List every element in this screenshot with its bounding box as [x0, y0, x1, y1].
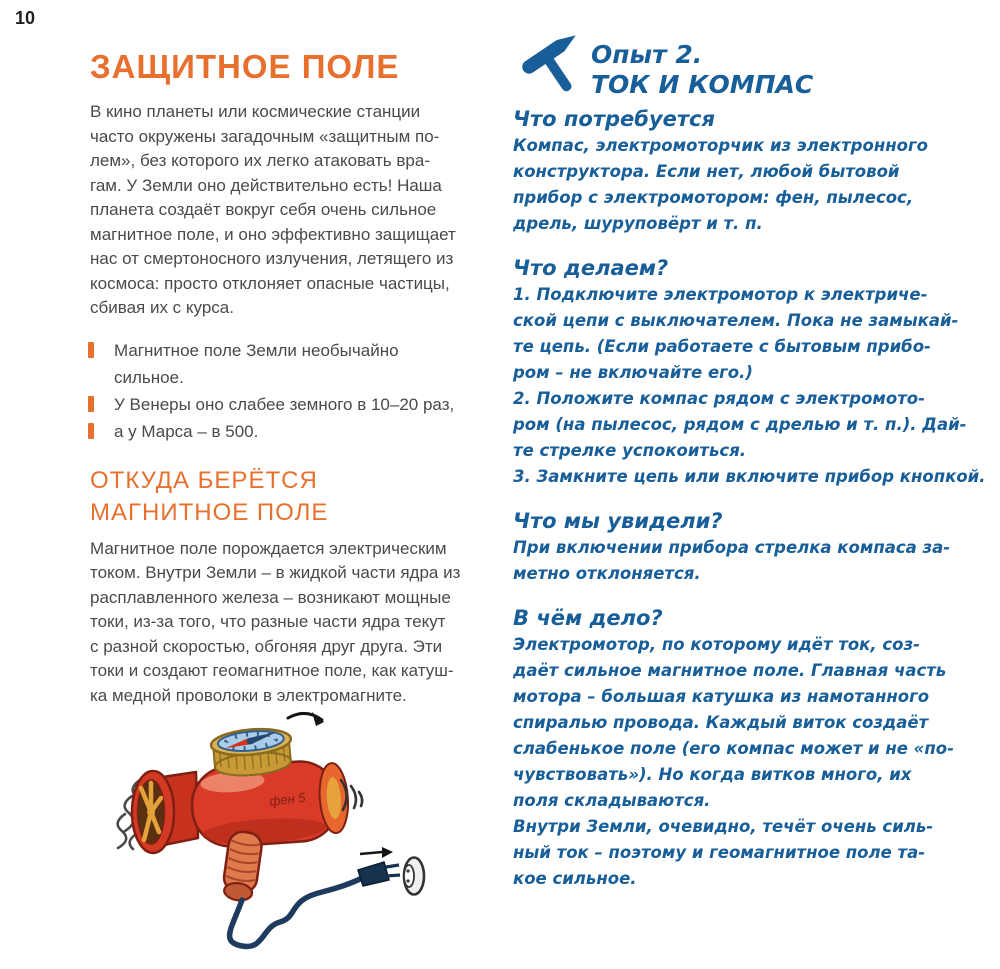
text-line: магнитное поле, и оно эффективно защищает — [90, 224, 456, 244]
text-line: лем», без которого их легко атаковать вра- — [90, 151, 430, 170]
text-line: ром – не включайте его.) — [513, 363, 753, 382]
hammer-icon — [513, 28, 591, 104]
page-title: ЗАЩИТНОЕ ПОЛЕ — [90, 48, 400, 85]
section-text — [513, 632, 954, 892]
body-paragraph — [90, 537, 472, 709]
text-line: слабенькое поле (его компас может и не «по- — [513, 739, 954, 758]
section-heading: Что делаем? — [513, 256, 669, 280]
text-line: ром (на пылесос, рядом с дрелью и т. п.). Дай- — [513, 415, 967, 434]
text-line: В кино планеты или космические станции — [90, 102, 421, 121]
dryer-nozzle — [132, 771, 198, 853]
experiment-title — [591, 40, 813, 100]
text-line: При включении прибора стрелка компаса за- — [513, 538, 951, 557]
text-line: метно отклоняется. — [513, 564, 701, 583]
text-line: прибор с электромотором: фен, пылесос, — [513, 188, 914, 207]
page-number: 10 — [15, 8, 36, 28]
text-line: токи, из-за того, что разные части ядра текут — [90, 612, 446, 631]
text-line: Опыт 2. — [591, 40, 703, 69]
text-line: МАГНИТНОЕ ПОЛЕ — [90, 498, 329, 526]
text-line: Электромотор, по которому идёт ток, соз- — [513, 635, 920, 654]
text-line: 3. Замкните цепь или включите прибор кнопкой. — [513, 467, 986, 486]
section-title — [90, 465, 472, 529]
experiment-header — [513, 26, 933, 104]
fact-text: У Венеры оно слабее земного в 10–20 раз, — [114, 394, 455, 414]
left-column — [90, 48, 472, 708]
fact-item — [88, 418, 472, 445]
plug-arrow-icon — [360, 847, 393, 858]
facts-list — [88, 337, 472, 445]
text-line: чувствовать»). Но когда витков много, их — [513, 765, 912, 784]
text-line: ТОК И КОМПАС — [591, 70, 814, 99]
text-line: нас от смертоносного излучения, летящего из — [90, 249, 454, 268]
bullet-bar-icon — [88, 396, 94, 412]
section-heading: Что потребуется — [513, 107, 715, 131]
text-line: током. Внутри Земли – в жидкой части ядра из — [90, 563, 461, 582]
right-column — [513, 26, 986, 892]
text-line: даёт сильное магнитное поле. Главная часть — [513, 661, 947, 680]
text-line: часто окружены загадочным «защитным по- — [90, 126, 440, 146]
section-text — [513, 535, 951, 587]
wall-socket-icon — [404, 858, 424, 895]
text-line: спиралью провода. Каждый виток создаёт — [513, 713, 929, 732]
fact-item — [88, 391, 472, 418]
section-explanation — [513, 605, 954, 892]
text-line: токи и создают геомагнитное поле, как катуш- — [90, 661, 454, 680]
intro-paragraph — [90, 100, 472, 321]
section-text — [513, 133, 933, 237]
fact-text: а у Марса – в 500. — [114, 421, 259, 441]
text-line: кое сильное. — [513, 869, 637, 888]
text-line: мотора – большая катушка из намотанного — [513, 687, 930, 706]
section-what-we-do — [513, 255, 986, 490]
text-line: 2. Положите компас рядом с электромото- — [513, 389, 925, 408]
rotation-arrow-icon — [288, 712, 324, 726]
bullet-bar-icon — [88, 423, 94, 439]
text-line: те цепь. (Если работаете с бытовым прибо- — [513, 337, 931, 356]
text-line: ской цепи с выключателем. Пока не замыкай- — [513, 311, 959, 330]
fan-icon — [138, 780, 165, 844]
section-heading: В чём дело? — [513, 606, 663, 630]
text-line: планета создаёт вокруг себя очень сильное — [90, 200, 437, 219]
text-line: ный ток – поэтому и геомагнитное поле та- — [513, 843, 926, 862]
text-line: те стрелке успокоиться. — [513, 441, 747, 460]
text-line: Магнитное поле порождается электрическим — [90, 538, 447, 558]
hairdryer-compass-drawing — [92, 684, 462, 964]
hairdryer-compass-illustration — [92, 684, 462, 969]
text-line: сбивая их с курса. — [90, 298, 234, 317]
fact-item — [88, 337, 472, 391]
section-what-we-saw — [513, 508, 951, 587]
text-line: космоса: просто отклоняет опасные частицы, — [90, 273, 450, 293]
text-line: конструктора. Если нет, любой бытовой — [513, 162, 900, 181]
power-plug-icon — [358, 862, 400, 886]
section-what-you-need — [513, 106, 933, 237]
text-line: поля складываются. — [513, 791, 711, 810]
text-line: гам. У Земли оно действительно есть! Наша — [90, 175, 442, 195]
text-line: расплавленного железа – возникают мощные — [90, 587, 451, 607]
text-line: ОТКУДА БЕРЁТСЯ — [90, 466, 318, 494]
section-text — [513, 282, 986, 490]
text-line: 1. Подключите электромотор к электриче- — [513, 285, 928, 304]
text-line: Внутри Земли, очевидно, течёт очень силь- — [513, 817, 934, 836]
text-line: Компас, электромоторчик из электронного — [513, 136, 928, 155]
text-line: дрель, шуруповёрт и т. п. — [513, 214, 763, 233]
dryer-label: фен 5 — [268, 789, 307, 809]
fact-text: Магнитное поле Земли необычайно сильное. — [114, 340, 399, 387]
section-heading: Что мы увидели? — [513, 509, 723, 533]
text-line: ка медной проволоки в электромагните. — [90, 685, 407, 705]
text-line: с разной скоростью, обгоняя друг друга. Эти — [90, 636, 443, 656]
bullet-bar-icon — [88, 342, 94, 358]
